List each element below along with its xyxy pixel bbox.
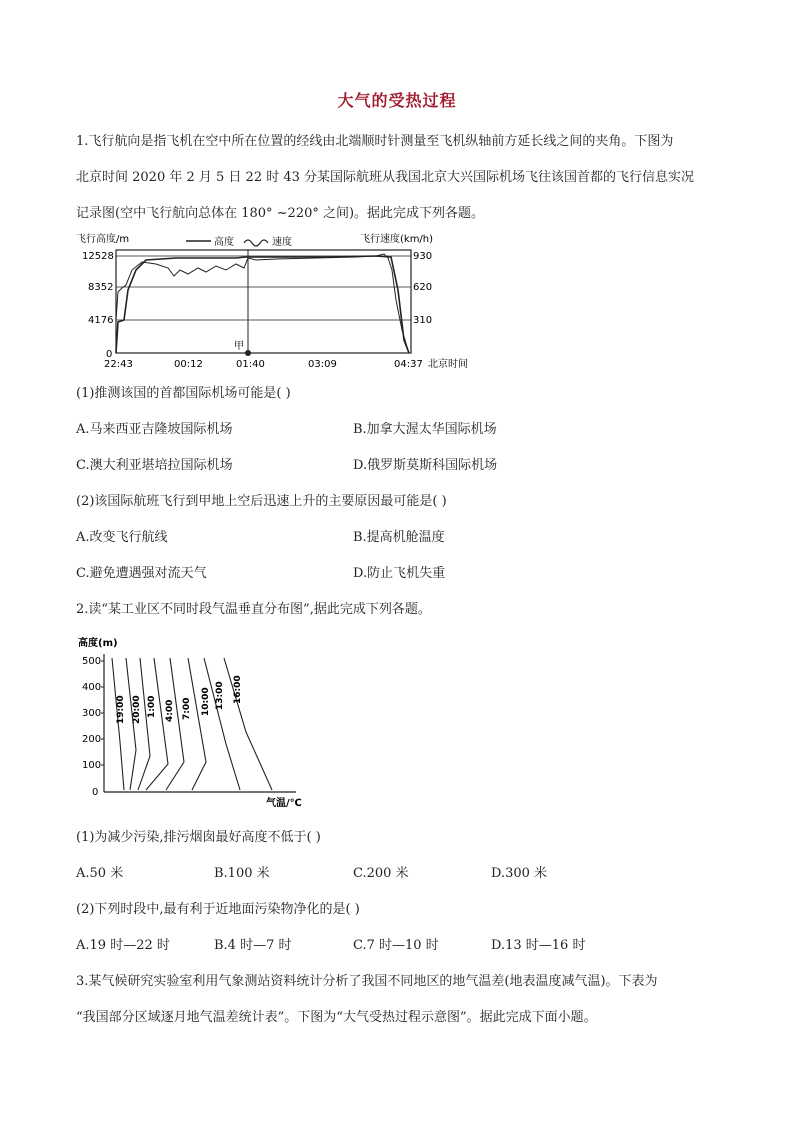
temp-ytick-100: 100 (82, 760, 102, 771)
temp-ytick-300: 300 (82, 708, 102, 719)
curve-label-1000: 10:00 (201, 687, 211, 716)
temp-ytick-500: 500 (82, 656, 102, 667)
curve-label-0400: 4:00 (165, 699, 175, 722)
q1-intro-line-1: 1.飞行航向是指飞机在空中所在位置的经线由北端顺时针测量至飞机纵轴前方延长线之间的夹角。下图为 (76, 134, 674, 149)
flight-ytick-310: 310 (413, 315, 433, 326)
q1-sub1-option-d[interactable]: D.俄罗斯莫斯科国际机场 (353, 458, 498, 473)
temp-ytick-200: 200 (82, 734, 102, 745)
q2-intro: 2.读“某工业区不同时段气温垂直分布图”,据此完成下列各题。 (76, 602, 431, 617)
flight-ylabel-right: 飞行速度(km/h) (360, 234, 434, 245)
temp-ytick-400: 400 (82, 682, 102, 693)
flight-xlabel: 北京时间 (428, 359, 468, 370)
q1-sub1-stem: (1)推测该国的首都国际机场可能是( ) (76, 386, 291, 401)
q2-sub1-option-d[interactable]: D.300 米 (491, 866, 548, 881)
q2-sub2-stem: (2)下列时段中,最有利于近地面污染物净化的是( ) (76, 902, 360, 917)
curve-1600 (224, 658, 272, 790)
flight-ytick-4176: 4176 (88, 315, 114, 326)
marker-jia-label: 甲 (234, 341, 244, 352)
flight-xtick-2243: 22:43 (104, 359, 133, 370)
q1-sub2-option-b[interactable]: B.提高机舱温度 (353, 530, 445, 545)
curve-label-1900: 19:00 (116, 695, 126, 724)
speed-series (116, 254, 408, 350)
q1-intro-line-3: 记录图(空中飞行航向总体在 180° ~220° 之间)。据此完成下列各题。 (76, 206, 485, 221)
q1-sub2-stem: (2)该国际航班飞行到甲地上空后迅速上升的主要原因最可能是( ) (76, 494, 447, 509)
flight-ytick-930: 930 (413, 251, 433, 262)
flight-ytick-620: 620 (413, 282, 433, 293)
curve-label-0100: 1:00 (147, 695, 157, 718)
flight-ytick-12528: 12528 (82, 251, 114, 262)
q3-intro-line-2: “我国部分区域逐月地气温差统计表”。下图为“大气受热过程示意图”。据此完成下面小题。 (76, 1010, 597, 1025)
q1-sub1-option-b[interactable]: B.加拿大渥太华国际机场 (353, 422, 497, 437)
q1-sub1-option-a[interactable]: A.马来西亚吉隆坡国际机场 (76, 422, 233, 437)
q1-sub2-option-d[interactable]: D.防止飞机失重 (353, 566, 446, 581)
q2-sub1-option-b[interactable]: B.100 米 (214, 866, 270, 881)
curve-0400 (146, 658, 168, 790)
flight-xtick-0012: 00:12 (174, 359, 203, 370)
q2-sub2-option-c[interactable]: C.7 时—10 时 (353, 938, 439, 953)
q3-intro-line-1: 3.某气候研究实验室利用气象测站资料统计分析了我国不同地区的地气温差(地表温度减气温)。下表为 (76, 974, 658, 989)
curve-label-0700: 7:00 (182, 697, 192, 720)
q1-sub2-option-a[interactable]: A.改变飞行航线 (76, 530, 168, 545)
q2-sub2-option-d[interactable]: D.13 时—16 时 (491, 938, 586, 953)
legend-speed-label: 速度 (272, 237, 292, 248)
flight-chart (76, 230, 476, 372)
temperature-profile-chart (76, 632, 336, 812)
q2-sub1-option-a[interactable]: A.50 米 (76, 866, 124, 881)
q2-sub2-option-a[interactable]: A.19 时—22 时 (76, 938, 170, 953)
flight-xtick-0140: 01:40 (236, 359, 265, 370)
q2-sub1-option-c[interactable]: C.200 米 (353, 866, 409, 881)
flight-xtick-0437: 04:37 (394, 359, 423, 370)
curve-1000 (188, 658, 206, 790)
page-title: 大气的受热过程 (337, 91, 457, 110)
marker-jia-point (245, 350, 251, 356)
flight-ytick-0: 0 (106, 349, 113, 360)
temp-xlabel: 气温/℃ (266, 798, 302, 809)
temp-ylabel: 高度(m) (78, 638, 118, 649)
flight-ylabel-left: 飞行高度/m (76, 234, 130, 245)
curve-label-1300: 13:00 (215, 681, 225, 710)
q2-sub1-stem: (1)为减少污染,排污烟囱最好高度不低于( ) (76, 830, 321, 845)
q2-sub2-option-b[interactable]: B.4 时—7 时 (214, 938, 292, 953)
legend-altitude-label: 高度 (214, 237, 234, 248)
curve-label-1600: 16:00 (233, 675, 243, 704)
curve-label-2000: 20:00 (132, 695, 142, 724)
temp-ytick-0: 0 (92, 787, 99, 798)
flight-ytick-8352: 8352 (88, 282, 114, 293)
flight-xtick-0309: 03:09 (308, 359, 337, 370)
q1-sub2-option-c[interactable]: C.避免遭遇强对流天气 (76, 566, 207, 581)
curve-0700 (166, 658, 184, 790)
q1-intro-line-2: 北京时间 2020 年 2 月 5 日 22 时 43 分某国际航班从我国北京大兴国际机场飞往该国首都的飞行信息实况 (76, 170, 695, 185)
altitude-series (116, 256, 409, 353)
q1-sub1-option-c[interactable]: C.澳大利亚堪培拉国际机场 (76, 458, 233, 473)
legend-speed-line (244, 240, 268, 246)
